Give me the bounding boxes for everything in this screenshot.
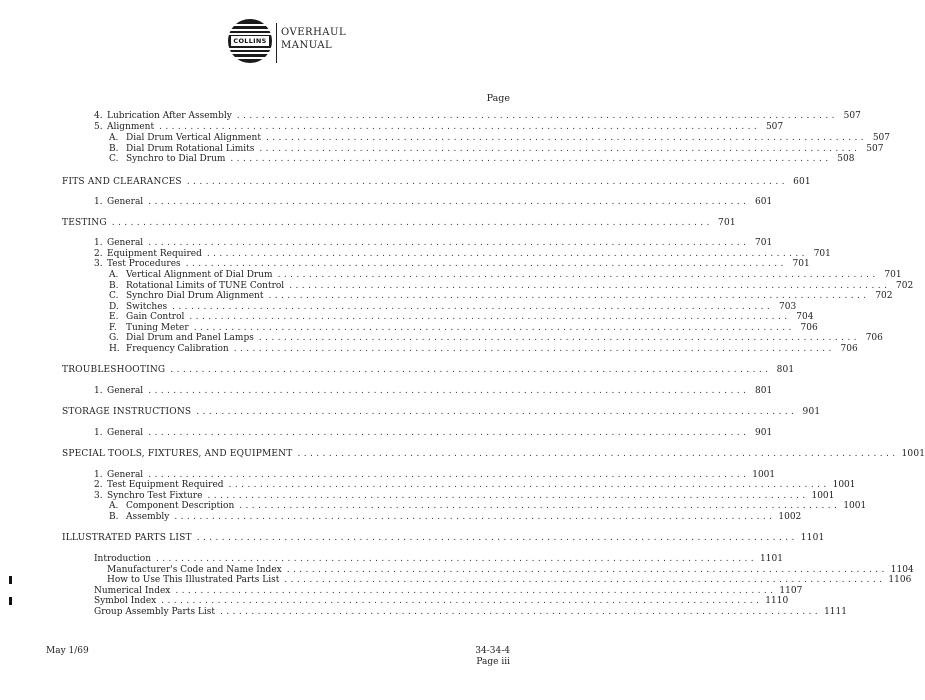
- toc-entry-page: 601: [755, 197, 773, 207]
- toc-entry-number: 1.: [94, 470, 103, 480]
- toc-section: [62, 407, 821, 418]
- toc-entry-title: Frequency Calibration: [126, 344, 229, 354]
- toc-entry-number: H.: [109, 344, 120, 354]
- toc-section-title: STORAGE INSTRUCTIONS: [62, 407, 192, 417]
- toc-entry-title: Component Description: [126, 501, 235, 511]
- toc-entry-title: Rotational Limits of TUNE Control: [126, 281, 285, 291]
- toc-entry-page: 701: [813, 249, 831, 259]
- toc-entry-page: 1101: [800, 533, 825, 543]
- toc-entry-number: 1.: [94, 238, 103, 248]
- toc-entry: [94, 259, 810, 270]
- toc-entry: [94, 111, 861, 122]
- toc-entry-page: 706: [840, 344, 858, 354]
- toc-entry-title: General: [107, 470, 144, 480]
- leader-dots: ................................................................................................: [268, 291, 870, 301]
- leader-dots: ................................................................................................: [189, 312, 791, 322]
- leader-dots: ................................................................................................: [239, 501, 841, 511]
- leader-dots: ................................................................................................: [196, 533, 798, 543]
- leader-dots: ................................................................................................: [148, 386, 750, 396]
- toc-entry-title: Tuning Meter: [126, 323, 189, 333]
- toc-entry-page: 1107: [779, 586, 803, 596]
- leader-dots: ................................................................................................: [148, 470, 750, 480]
- toc-entry: [109, 344, 858, 355]
- toc-entry-page: 801: [776, 365, 795, 375]
- toc-entry-number: G.: [109, 333, 119, 343]
- toc-entry-number: 3.: [94, 259, 103, 269]
- toc-entry: [109, 270, 902, 281]
- revision-date: May 1/69: [46, 646, 89, 656]
- toc-entry-number: F.: [109, 323, 117, 333]
- leader-dots: ................................................................................................: [148, 238, 750, 248]
- toc-entry: [94, 386, 773, 397]
- toc-entry-title: Symbol Index: [94, 596, 157, 606]
- toc-entry-number: A.: [109, 270, 119, 280]
- leader-dots: ................................................................................................: [230, 154, 832, 164]
- leader-dots: ................................................................................................: [111, 218, 713, 228]
- toc-entry-title: Dial Drum and Panel Lamps: [126, 333, 254, 343]
- toc-entry-page: 1111: [824, 607, 847, 617]
- toc-entry-title: Synchro Dial Drum Alignment: [126, 291, 264, 301]
- leader-dots: ................................................................................................: [286, 565, 888, 575]
- toc-entry: [94, 480, 856, 491]
- toc-entry-number: A.: [109, 133, 119, 143]
- toc-entry-page: 1101: [760, 554, 783, 564]
- toc-entry-page: 1001: [811, 491, 835, 501]
- leader-dots: ................................................................................................: [196, 407, 798, 417]
- toc-entry-page: 1001: [832, 480, 856, 490]
- toc-entry-title: Introduction: [94, 554, 151, 564]
- toc-entry-number: E.: [109, 312, 119, 322]
- toc-section: [62, 218, 736, 229]
- toc-entry: [109, 512, 802, 523]
- toc-entry-number: A.: [109, 501, 119, 511]
- leader-dots: ................................................................................................: [207, 491, 809, 501]
- toc-entry-title: General: [107, 197, 144, 207]
- leader-dots: ................................................................................................: [170, 365, 772, 375]
- toc-section-title: ILLUSTRATED PARTS LIST: [62, 533, 192, 543]
- toc-section: [62, 533, 825, 544]
- leader-dots: ................................................................................................: [233, 344, 835, 354]
- toc-entry-page: 704: [796, 312, 814, 322]
- toc-entry-page: 507: [866, 144, 884, 154]
- toc-entry-page: 702: [896, 281, 914, 291]
- toc-entry-title: General: [107, 238, 144, 248]
- toc-entry-page: 507: [872, 133, 890, 143]
- leader-dots: ................................................................................................: [228, 480, 830, 490]
- leader-dots: ................................................................................................: [277, 270, 879, 280]
- leader-dots: ................................................................................................: [193, 323, 795, 333]
- toc-entry-page: 703: [779, 302, 797, 312]
- leader-dots: ................................................................................................: [297, 449, 899, 459]
- toc-entry: [94, 607, 847, 618]
- leader-dots: ................................................................................................: [174, 512, 776, 522]
- toc-entry-title: How to Use This Illustrated Parts List: [107, 575, 280, 585]
- toc-entry-page: 706: [865, 333, 883, 343]
- toc-section: [62, 177, 811, 188]
- leader-dots: ................................................................................................: [185, 259, 787, 269]
- toc-entry-title: Test Equipment Required: [107, 480, 224, 490]
- toc-entry-title: General: [107, 428, 144, 438]
- toc-entry-number: C.: [109, 154, 119, 164]
- toc-entry-page: 1106: [888, 575, 912, 585]
- toc-entry-number: B.: [109, 281, 119, 291]
- toc-section-title: FITS AND CLEARANCES: [62, 177, 182, 187]
- toc-section: [62, 449, 925, 460]
- toc-entry-number: 1.: [94, 386, 103, 396]
- toc-entry: [109, 501, 867, 512]
- toc-entry-page: 706: [800, 323, 818, 333]
- toc-entry: [109, 312, 814, 323]
- toc-entry-page: 507: [843, 111, 861, 121]
- toc-entry: [94, 238, 773, 249]
- toc-entry-page: 702: [875, 291, 893, 301]
- leader-dots: ................................................................................................: [156, 554, 758, 564]
- collins-logo: [228, 17, 347, 77]
- toc-entry-page: 1002: [778, 512, 802, 522]
- toc-entry-title: Assembly: [126, 512, 170, 522]
- toc-entry-title: Switches: [126, 302, 168, 312]
- manual-title: [281, 26, 347, 52]
- leader-dots: ................................................................................................: [236, 111, 838, 121]
- toc-entry-title: Group Assembly Parts List: [94, 607, 216, 617]
- logo-text: COLLINS: [231, 36, 269, 46]
- toc-entry-page: 1001: [752, 470, 776, 480]
- leader-dots: ................................................................................................: [289, 281, 891, 291]
- toc-entry-page: 601: [793, 177, 811, 187]
- leader-dots: ................................................................................................: [258, 333, 860, 343]
- toc-entry-page: 701: [755, 238, 773, 248]
- toc-entry-number: 1.: [94, 428, 103, 438]
- toc-entry-page: 507: [765, 122, 784, 132]
- document-number: 34-34-4: [475, 646, 510, 656]
- collins-logo-icon: [228, 19, 272, 63]
- toc-entry-title: Numerical Index: [94, 586, 171, 596]
- toc-entry-title: Manufacturer's Code and Name Index: [107, 565, 282, 575]
- toc-entry: [94, 428, 773, 439]
- toc-entry: [109, 133, 890, 144]
- toc-entry-number: 1.: [94, 197, 103, 207]
- logo-divider: [276, 23, 277, 63]
- toc-entry-title: Vertical Alignment of Dial Drum: [126, 270, 273, 280]
- toc-entry-page: 1104: [890, 565, 914, 575]
- page-number: Page iii: [476, 657, 510, 667]
- toc-entry-page: 1001: [901, 449, 925, 459]
- toc-entry-page: 1110: [765, 596, 789, 606]
- leader-dots: ................................................................................................: [284, 575, 886, 585]
- revision-bar: [9, 597, 12, 605]
- toc-entry-page: 701: [884, 270, 902, 280]
- toc-entry-page: 508: [837, 154, 855, 164]
- leader-dots: ................................................................................................: [159, 122, 761, 132]
- toc-entry-page: 901: [802, 407, 821, 417]
- toc-entry-number: B.: [109, 144, 119, 154]
- toc-entry: [94, 122, 784, 133]
- toc-section-title: TESTING: [62, 218, 107, 228]
- toc-entry-number: 2.: [94, 480, 103, 490]
- leader-dots: ................................................................................................: [161, 596, 763, 606]
- toc-entry-title: Alignment: [107, 122, 155, 132]
- manual-title-line2: MANUAL: [281, 40, 333, 51]
- page-column-label: Page: [486, 93, 510, 104]
- leader-dots: ................................................................................................: [206, 249, 808, 259]
- leader-dots: ................................................................................................: [148, 197, 750, 207]
- leader-dots: ................................................................................................: [220, 607, 822, 617]
- toc-section-title: TROUBLESHOOTING: [62, 365, 166, 375]
- toc-entry: [94, 197, 773, 208]
- leader-dots: ................................................................................................: [175, 586, 777, 596]
- toc-entry-title: Gain Control: [126, 312, 185, 322]
- leader-dots: ................................................................................................: [148, 428, 750, 438]
- toc-entry-title: Synchro to Dial Drum: [126, 154, 226, 164]
- toc-entry: [109, 154, 855, 165]
- toc-entry-title: Lubrication After Assembly: [107, 111, 232, 121]
- toc-entry-number: 4.: [94, 111, 103, 121]
- toc-entry: [94, 596, 789, 607]
- leader-dots: ................................................................................................: [259, 144, 861, 154]
- toc-entry: [109, 333, 883, 344]
- toc-entry-title: Dial Drum Rotational Limits: [126, 144, 255, 154]
- toc-section-title: SPECIAL TOOLS, FIXTURES, AND EQUIPMENT: [62, 449, 293, 459]
- manual-title-line1: OVERHAUL: [281, 27, 347, 38]
- toc-entry: [109, 291, 893, 302]
- toc-entry-number: D.: [109, 302, 119, 312]
- toc-entry-title: Synchro Test Fixture: [107, 491, 203, 501]
- toc-entry-page: 701: [792, 259, 810, 269]
- toc-entry-number: 3.: [94, 491, 103, 501]
- toc-section: [62, 365, 795, 376]
- toc-entry: [107, 575, 912, 586]
- leader-dots: ................................................................................................: [265, 133, 867, 143]
- leader-dots: ................................................................................................: [186, 177, 788, 187]
- toc-entry-page: 801: [755, 386, 773, 396]
- toc-entry-title: General: [107, 386, 144, 396]
- toc-entry-title: Equipment Required: [107, 249, 202, 259]
- leader-dots: ................................................................................................: [172, 302, 774, 312]
- toc-entry-number: B.: [109, 512, 119, 522]
- toc-entry-page: 1001: [843, 501, 867, 511]
- toc-entry-number: 2.: [94, 249, 103, 259]
- page-footer: [475, 646, 510, 668]
- toc-entry-page: 901: [755, 428, 773, 438]
- toc-entry-title: Test Procedures: [107, 259, 181, 269]
- revision-bar: [9, 576, 12, 584]
- toc-entry-number: C.: [109, 291, 119, 301]
- toc-entry-number: 5.: [94, 122, 103, 132]
- toc-entry: [94, 554, 783, 565]
- toc-entry-page: 701: [718, 218, 736, 228]
- toc-entry-title: Dial Drum Vertical Alignment: [126, 133, 261, 143]
